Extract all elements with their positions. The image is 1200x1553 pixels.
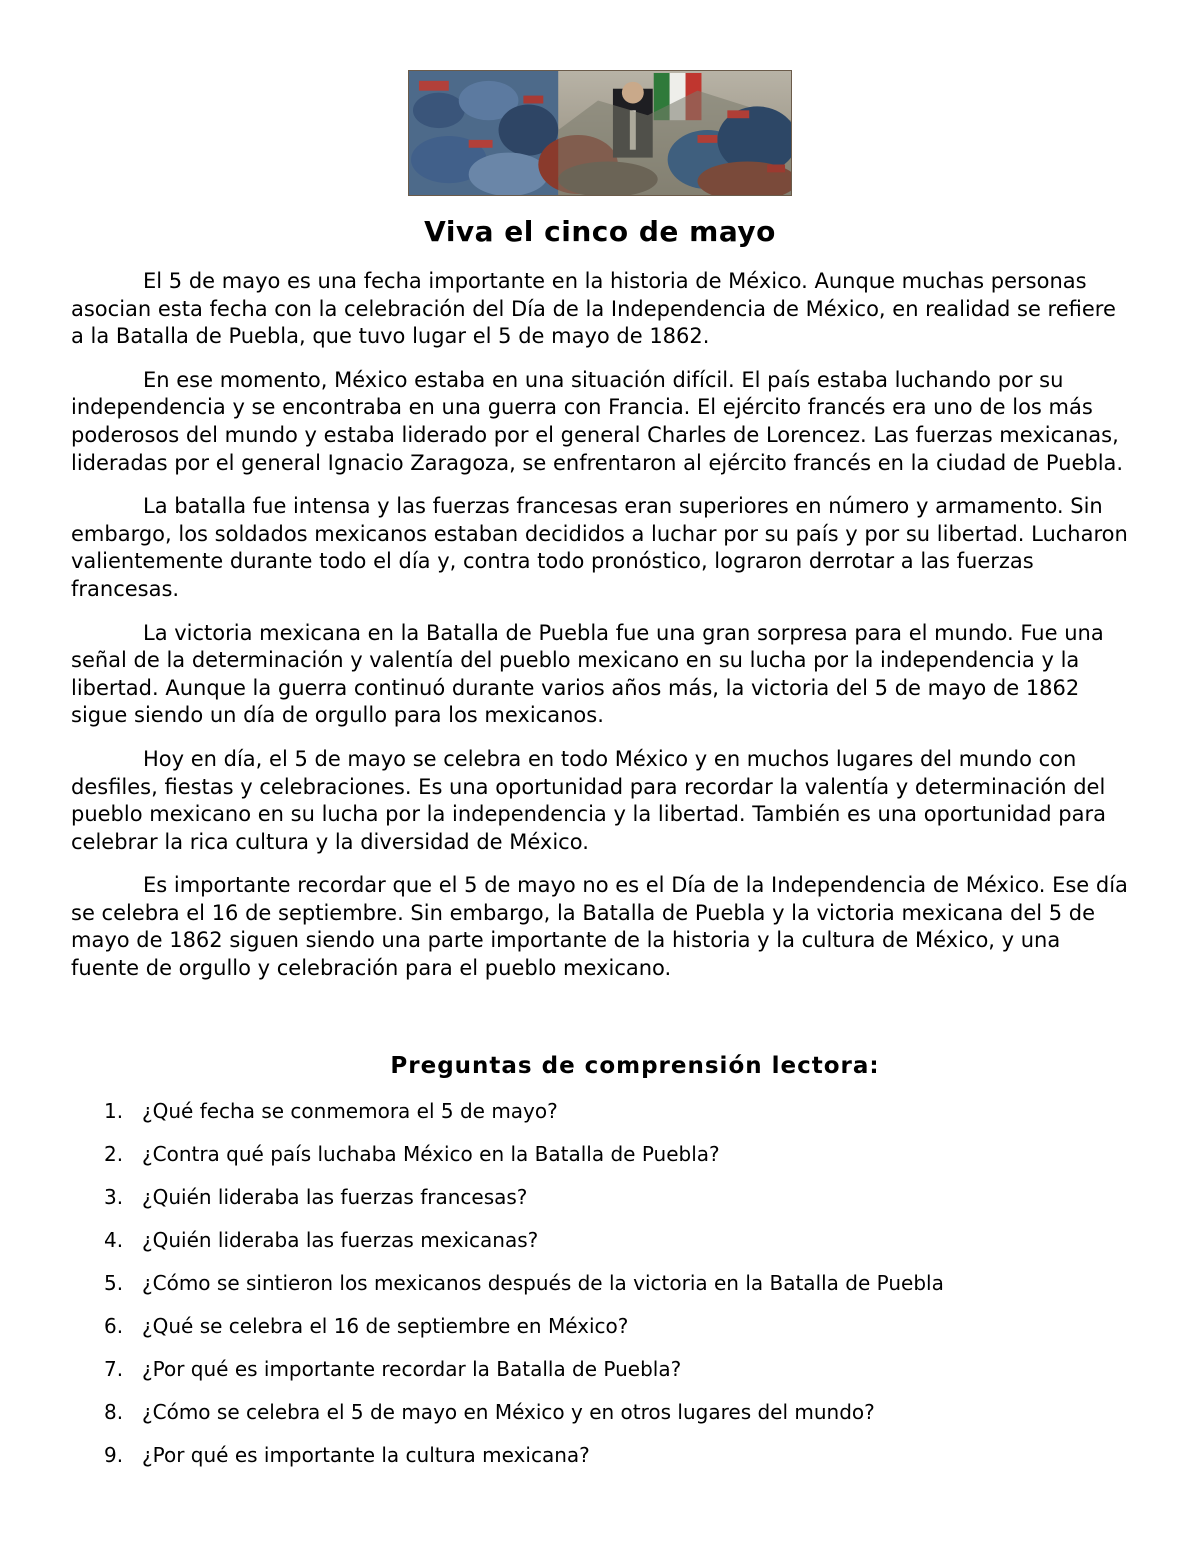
paragraph: La victoria mexicana en la Batalla de Puebla fue una gran sorpresa para el mundo. Fue una señal de la determinación y valentía del pueblo mexicano en su lucha por la independencia y la libertad. Aunque la guerra continuó durante varios años más, la victoria del 5 de mayo de 1862 sigue siendo un día de orgullo para los mexicanos.: [71, 620, 1104, 728]
paragraph: El 5 de mayo es una fecha importante en la historia de México. Aunque muchas personas asocian esta fecha con la celebración del Día de la Independencia de México, en realidad se refiere a la Batalla de Puebla, que tuvo lugar el 5 de mayo de 1862.: [71, 269, 1116, 349]
question-text: ¿Por qué es importante la cultura mexicana?: [142, 1443, 590, 1467]
question-text: ¿Cómo se celebra el 5 de mayo en México y en otros lugares del mundo?: [142, 1400, 875, 1424]
page-title: Viva el cinco de mayo: [424, 215, 776, 248]
article-body: [71, 268, 1131, 999]
question-text: ¿Qué se celebra el 16 de septiembre en México?: [142, 1314, 629, 1338]
paragraph: Es importante recordar que el 5 de mayo no es el Día de la Independencia de México. Ese día se celebra el 16 de septiembre. Sin embargo, la Batalla de Puebla y la victoria mexicana del 5 de mayo de 1862 siguen siendo una parte importante de la historia y la cultura de México, y una fuente de orgullo y celebración para el pueblo mexicano.: [71, 873, 1128, 981]
paragraph: En ese momento, México estaba en una situación difícil. El país estaba luchando por su independencia y se encontraba en una guerra con Francia. El ejército francés era uno de los más poderosos del mundo y estaba liderado por el general Charles de Lorencez. Las fuerzas mexicanas, lideradas por el general Ignacio Zaragoza, se enfrentaron al ejército francés en la ciudad de Puebla.: [71, 367, 1124, 475]
question-text: ¿Quién lideraba las fuerzas mexicanas?: [142, 1228, 539, 1252]
question-number: 7.: [104, 1357, 124, 1381]
list-item: [0, 1354, 1200, 1397]
list-item: [0, 1311, 1200, 1354]
list-item: [0, 1225, 1200, 1268]
question-number: 8.: [104, 1400, 124, 1424]
question-text: ¿Por qué es importante recordar la Batalla de Puebla?: [142, 1357, 682, 1381]
question-number: 9.: [104, 1443, 124, 1467]
question-number: 1.: [104, 1099, 124, 1123]
list-item: [0, 1182, 1200, 1225]
question-text: ¿Cómo se sintieron los mexicanos después de la victoria en la Batalla de Puebla: [142, 1271, 944, 1295]
questions-list: [0, 1096, 1200, 1483]
question-number: 2.: [104, 1142, 124, 1166]
list-item: [0, 1096, 1200, 1139]
question-text: ¿Qué fecha se conmemora el 5 de mayo?: [142, 1099, 558, 1123]
question-text: ¿Quién lideraba las fuerzas francesas?: [142, 1185, 528, 1209]
question-number: 4.: [104, 1228, 124, 1252]
list-item: [0, 1440, 1200, 1483]
question-number: 6.: [104, 1314, 124, 1338]
question-number: 5.: [104, 1271, 124, 1295]
question-text: ¿Contra qué país luchaba México en la Batalla de Puebla?: [142, 1142, 720, 1166]
question-number: 3.: [104, 1185, 124, 1209]
paragraph: La batalla fue intensa y las fuerzas francesas eran superiores en número y armamento. Sin embargo, los soldados mexicanos estaban decididos a luchar por su país y por su libertad. Lucharon valientemente durante todo el día y, contra todo pronóstico, lograron derrotar a las fuerzas francesas.: [71, 494, 1128, 601]
paragraph: Hoy en día, el 5 de mayo se celebra en todo México y en muchos lugares del mundo con desfiles, fiestas y celebraciones. Es una oportunidad para recordar la valentía y determinación del pueblo mexicano en su lucha por la independencia y la libertad. También es una oportunidad para celebrar la rica cultura y la diversidad de México.: [71, 746, 1106, 854]
battle-of-puebla-painting: [408, 70, 792, 196]
questions-heading: Preguntas de comprensión lectora:: [390, 1053, 880, 1079]
list-item: [0, 1397, 1200, 1440]
painting-icon: [409, 71, 791, 195]
list-item: [0, 1268, 1200, 1311]
list-item: [0, 1139, 1200, 1182]
